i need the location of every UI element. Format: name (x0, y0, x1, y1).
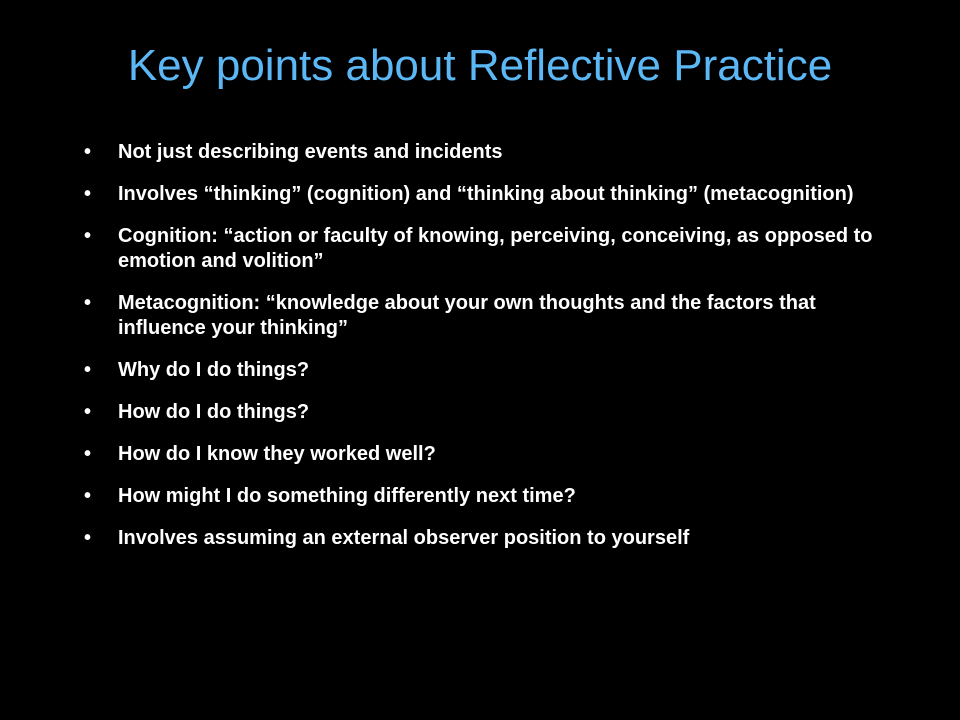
bullet-text: Not just describing events and incidents (118, 141, 503, 163)
bullet-item (84, 484, 884, 509)
bullet-text: Involves “thinking” (cognition) and “thinking about thinking” (metacognition) (118, 183, 854, 205)
bullet-item (84, 526, 884, 551)
bullet-icon: • (84, 485, 92, 507)
bullet-text: Metacognition: “knowledge about your own thoughts and the factors that influence your thinking” (118, 292, 816, 339)
bullet-item (84, 358, 884, 383)
bullet-icon: • (84, 401, 92, 423)
bullet-item (84, 442, 884, 467)
bullet-text: Why do I do things? (118, 359, 310, 381)
bullet-icon: • (84, 527, 92, 549)
bullet-text: Involves assuming an external observer position to yourself (118, 527, 690, 549)
bullet-text: How do I know they worked well? (118, 443, 436, 465)
slide-title: Key points about Reflective Practice (127, 41, 833, 90)
bullet-text: How do I do things? (118, 401, 310, 423)
bullet-item (84, 400, 884, 425)
bullet-item (84, 224, 884, 274)
bullet-list (84, 140, 884, 568)
bullet-icon: • (84, 225, 92, 247)
bullet-icon: • (84, 292, 92, 314)
bullet-text: How might I do something differently next time? (118, 485, 576, 507)
bullet-icon: • (84, 183, 92, 205)
bullet-text: Cognition: “action or faculty of knowing, perceiving, conceiving, as opposed to emotion and volition” (118, 225, 873, 272)
bullet-icon: • (84, 141, 92, 163)
bullet-item (84, 182, 884, 207)
bullet-icon: • (84, 443, 92, 465)
bullet-item (84, 140, 884, 165)
bullet-item (84, 291, 884, 341)
bullet-icon: • (84, 359, 92, 381)
